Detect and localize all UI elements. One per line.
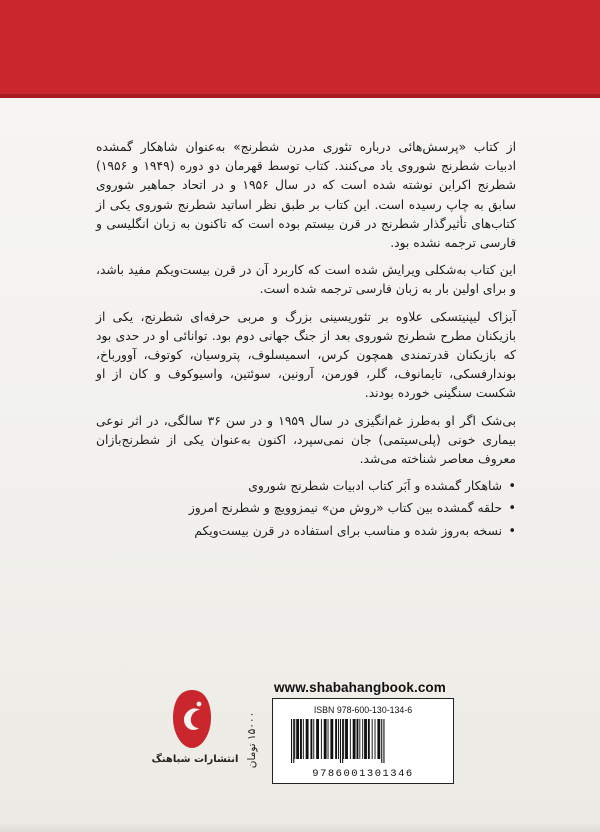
barcode-bar xyxy=(342,719,343,763)
barcode-bar xyxy=(335,719,337,759)
shabahang-logo xyxy=(172,688,212,750)
barcode-bar xyxy=(353,719,356,759)
isbn-label: ISBN 978-600-130-134-6 xyxy=(313,705,413,715)
price-text: ۱۵۰۰۰ تومان xyxy=(246,711,259,769)
blurb-paragraph-3: آیزاک لیپنیتسکی علاوه بر تئوریسینی بزرگ و مربی حرفه‌ای شطرنج، یکی از بازیکنان مطرح شطرنج شوروی بعد از جنگ جهانی دوم بود. توانائی او در حدی بود که بازیکنان قدرتمندی همچون کرس، اسمیسلوف، پتروسیان، کوتوف، آوورباخ، بوندارفسکی، تایمانوف، گلر، فورمن، آرونین، سوئتین، واسیوکوف و کان از او شکست سنگینی خورده بودند. xyxy=(96,309,516,401)
blurb-paragraph-1: از کتاب «پرسش‌هائی درباره تئوری مدرن شطرنج» به‌عنوان شاهکار گمشده ادبیات شطرنج شوروی یاد می‌کنند. کتاب توسط قهرمان دو دوره (۱۹۴۹ و ۱۹۵۶) شطرنج اکراین نوشته شده است که در سال ۱۹۵۶ و در اتحاد جماهیر شوروی سابق به چاپ رسیده است. این کتاب بر طبق نظر اساتید شطرنج شوروی یکی از کتاب‌های تأثیرگذار شطرنج در قرن بیستم بوده است که تاکنون به زبان انگلیسی و فارسی ترجمه نشده بود. xyxy=(96,140,516,251)
publisher-website[interactable]: www.shabahangbook.com xyxy=(274,680,446,695)
barcode-bar xyxy=(316,719,319,759)
barcode-bar xyxy=(343,719,344,759)
barcode-bar xyxy=(328,719,329,759)
feature-item: • حلقه گمشده بین کتاب «روش من» نیمزوویچ و شطرنج امروز xyxy=(96,499,516,518)
feature-item: • شاهکار گمشده و اَبَر کتاب ادبیات شطرنج شوروی xyxy=(96,477,516,496)
barcode-bar xyxy=(303,719,304,759)
isbn-barcode xyxy=(272,698,454,784)
logo-mark-icon xyxy=(172,688,212,750)
feature-list xyxy=(96,477,516,541)
barcode-bar xyxy=(306,719,309,759)
barcode-bar xyxy=(324,719,327,759)
red-top-band xyxy=(0,0,600,98)
barcode-bar xyxy=(338,719,339,759)
barcode-bar xyxy=(294,719,295,759)
barcode-bar xyxy=(330,719,333,759)
price-label xyxy=(240,710,264,770)
publisher-name: انتشارات شباهنگ xyxy=(151,754,239,765)
barcode-bar xyxy=(381,719,382,763)
barcode-bar xyxy=(321,719,322,759)
barcode-bar xyxy=(377,719,380,759)
barcode-bar xyxy=(310,719,312,759)
barcode-bar xyxy=(372,719,373,759)
barcode-bar xyxy=(357,719,359,759)
barcode-bar xyxy=(362,719,363,759)
feature-item: • نسخه به‌روز شده و مناسب برای استفاده در قرن بیست‌ویکم xyxy=(96,522,516,541)
barcode-bar xyxy=(364,719,367,759)
barcode-bar xyxy=(293,719,294,763)
barcode-bar xyxy=(296,719,299,759)
barcode-bar xyxy=(291,719,292,763)
barcode-bar xyxy=(375,719,376,759)
page-bottom-shadow xyxy=(0,822,600,832)
barcode-bar xyxy=(359,719,360,759)
blurb-paragraph-2: این کتاب به‌شکلی ویرایش شده است که کاربرد آن در قرن بیست‌ویکم مفید باشد، و برای اولین بار به زبان فارسی ترجمه شده است. xyxy=(96,263,516,297)
barcode-bar xyxy=(300,719,302,759)
blurb-paragraph-4: بی‌شک اگر او به‌طرز غم‌انگیزی در سال ۱۹۵۹ و در سن ۳۶ سالگی، در اثر نوعی بیماری خونی (پلی‌سیتمی) جان نمی‌سپرد، اکنون به‌عنوان یکی از شطرنج‌بازان معروف معاصر شناخته می‌شد. xyxy=(96,413,516,467)
barcode-bar xyxy=(313,719,314,759)
blurb-text xyxy=(96,138,516,544)
barcode-bar xyxy=(368,719,370,759)
ean-number: 9786001301346 xyxy=(312,768,414,780)
barcode-bar xyxy=(383,719,384,763)
barcode-bar xyxy=(350,719,351,759)
barcode-bar xyxy=(340,719,341,763)
barcode-bars xyxy=(289,719,437,763)
barcode-bar xyxy=(345,719,348,759)
